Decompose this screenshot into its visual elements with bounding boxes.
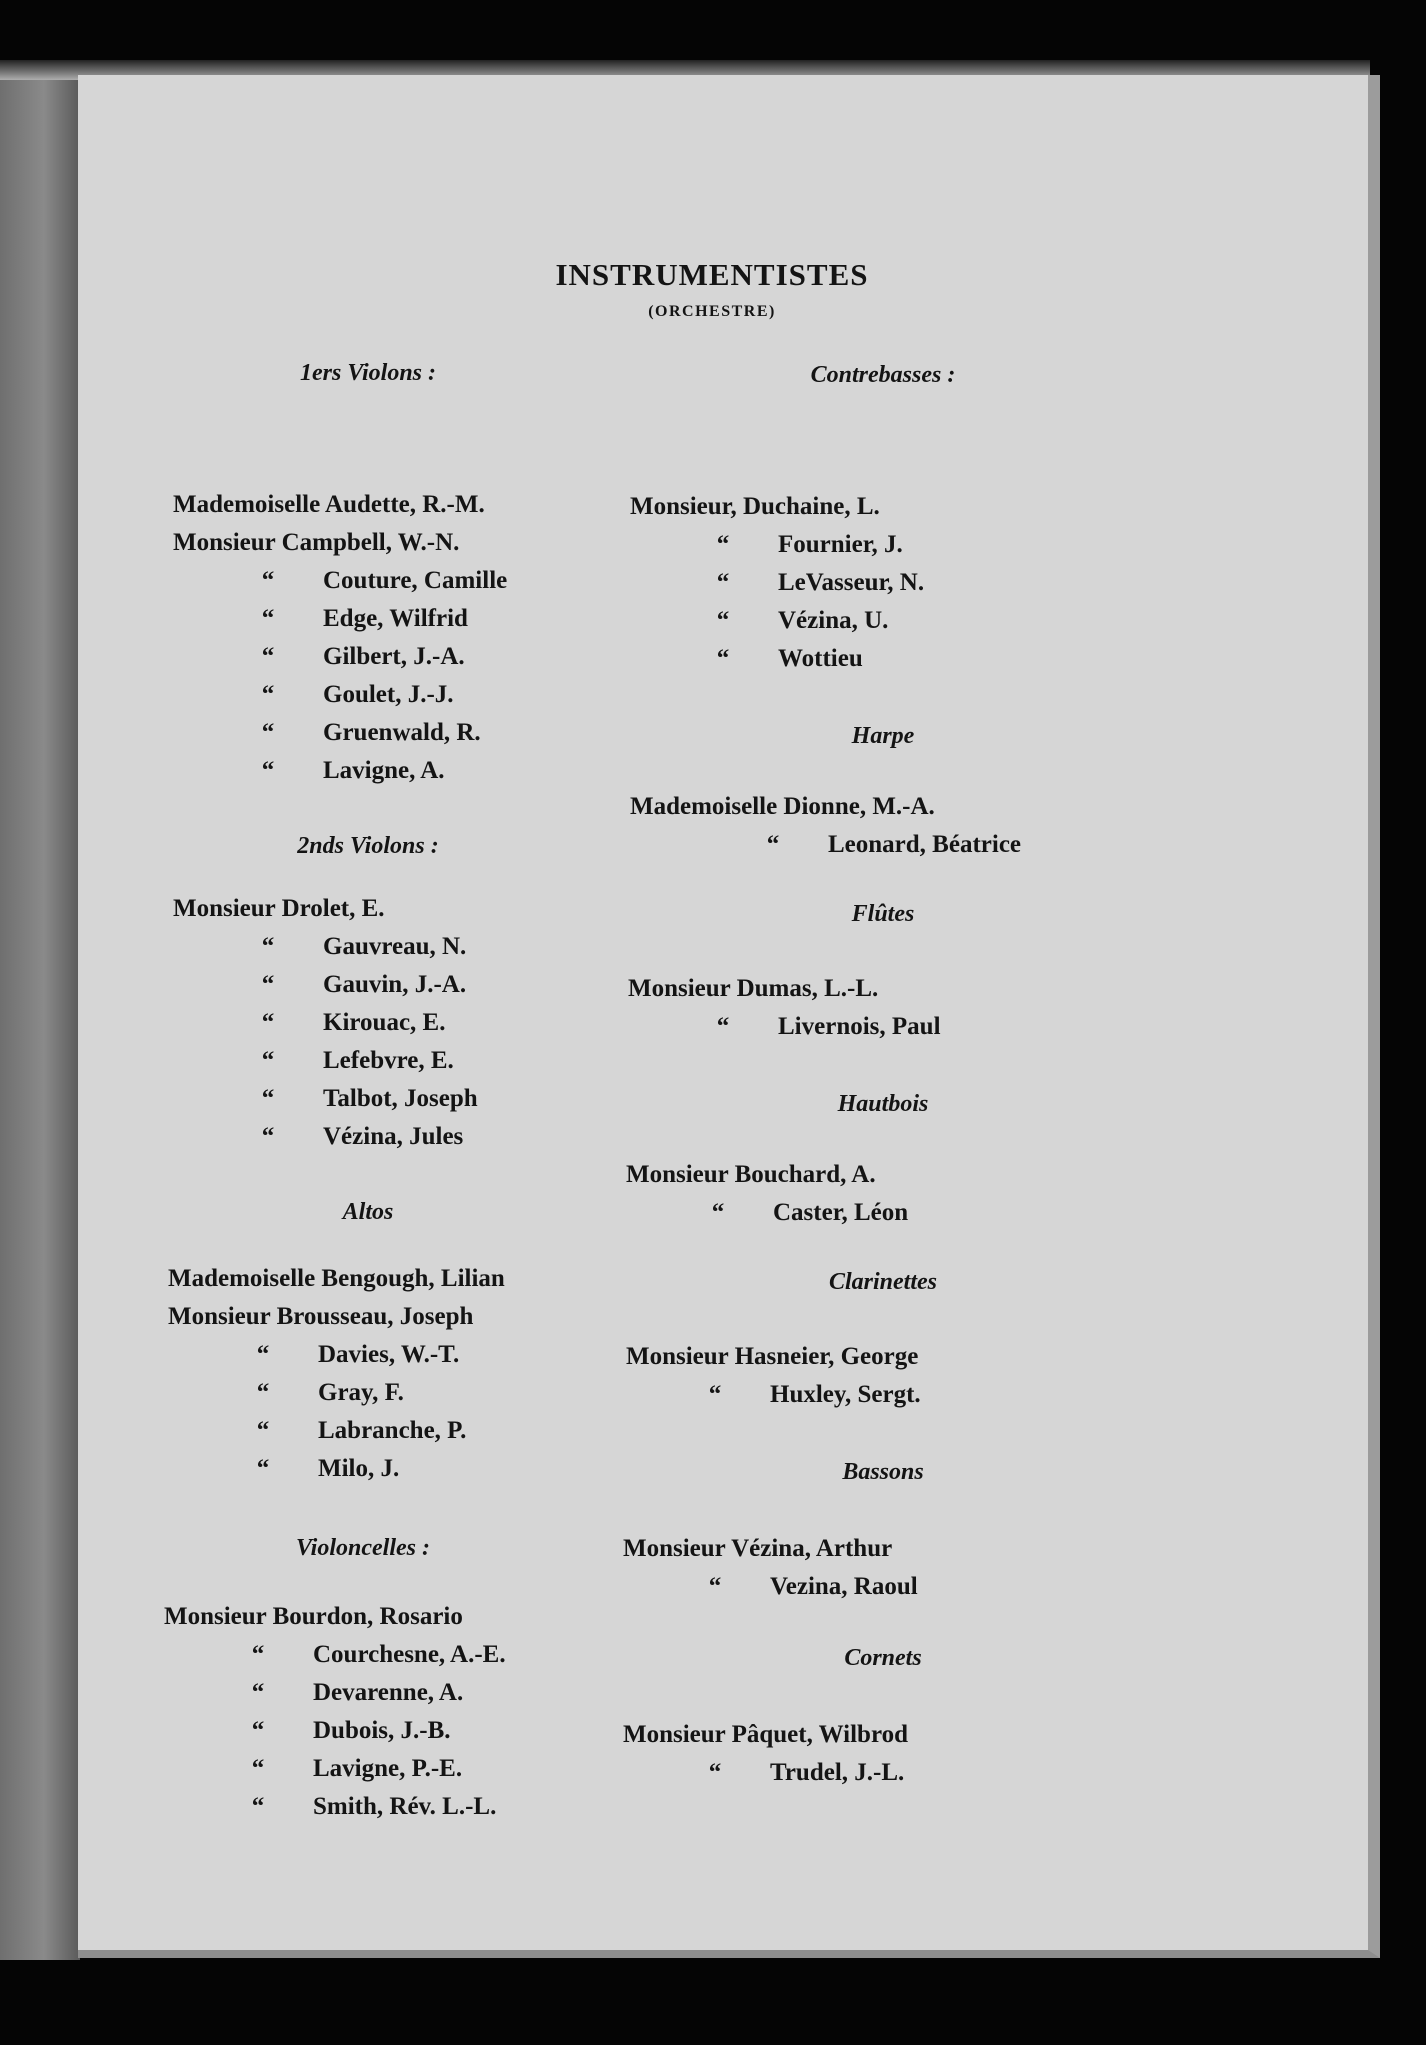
list-item: “ Vézina, U. bbox=[668, 607, 888, 635]
page-subtitle: (ORCHESTRE) bbox=[648, 303, 776, 320]
ditto-mark: “ bbox=[256, 1417, 270, 1444]
list-item: Mademoiselle Audette, R.-M. bbox=[173, 491, 485, 518]
section-title: Contrebasses : bbox=[810, 362, 956, 388]
list-item: “ Labranche, P. bbox=[208, 1417, 466, 1445]
ditto-mark: “ bbox=[261, 719, 275, 746]
section-title: Harpe bbox=[851, 723, 915, 749]
list-item: “ Leonard, Béatrice bbox=[718, 831, 1021, 859]
list-item: “ Edge, Wilfrid bbox=[213, 605, 468, 633]
list-item: Monsieur Bouchard, A. bbox=[626, 1161, 876, 1188]
facing-page-edge bbox=[0, 80, 80, 1960]
ditto-mark: “ bbox=[716, 1013, 730, 1040]
ditto-mark: “ bbox=[251, 1679, 265, 1706]
list-item: “ Milo, J. bbox=[208, 1455, 399, 1483]
list-item: “ LeVasseur, N. bbox=[668, 569, 924, 597]
section-title: Violoncelles : bbox=[296, 1535, 430, 1561]
list-item: Mademoiselle Dionne, M.-A. bbox=[630, 793, 935, 820]
ditto-mark: “ bbox=[708, 1381, 722, 1408]
list-item: Monsieur Campbell, W.-N. bbox=[173, 529, 460, 556]
ditto-mark: “ bbox=[261, 757, 275, 784]
ditto-mark: “ bbox=[261, 1009, 275, 1036]
list-item: “ Dubois, J.-B. bbox=[203, 1717, 451, 1745]
list-item: Monsieur, Duchaine, L. bbox=[630, 493, 880, 520]
list-item: “ Fournier, J. bbox=[668, 531, 903, 559]
list-item: Monsieur Pâquet, Wilbrod bbox=[623, 1721, 909, 1748]
list-item: “ Goulet, J.-J. bbox=[213, 681, 454, 709]
list-item: “ Gruenwald, R. bbox=[213, 719, 481, 747]
list-item: “ Smith, Rév. L.-L. bbox=[203, 1793, 496, 1821]
list-item: “ Lavigne, P.-E. bbox=[203, 1755, 462, 1783]
ditto-mark: “ bbox=[251, 1793, 265, 1820]
list-item: “ Caster, Léon bbox=[663, 1199, 908, 1227]
page-title: INSTRUMENTISTES bbox=[555, 257, 869, 292]
ditto-mark: “ bbox=[256, 1379, 270, 1406]
list-item: “ Devarenne, A. bbox=[203, 1679, 463, 1707]
ditto-mark: “ bbox=[261, 971, 275, 998]
section-title: 1ers Violons : bbox=[299, 360, 437, 386]
ditto-mark: “ bbox=[261, 643, 275, 670]
document-page bbox=[78, 75, 1380, 1958]
ditto-mark: “ bbox=[261, 567, 275, 594]
ditto-mark: “ bbox=[708, 1759, 722, 1786]
list-item: “ Courchesne, A.-E. bbox=[203, 1641, 506, 1669]
list-item: Monsieur Drolet, E. bbox=[173, 895, 385, 922]
section-title: Clarinettes bbox=[828, 1269, 937, 1295]
ditto-mark: “ bbox=[766, 831, 780, 858]
ditto-mark: “ bbox=[261, 1047, 275, 1074]
ditto-mark: “ bbox=[261, 1085, 275, 1112]
list-item: “ Gauvreau, N. bbox=[213, 933, 466, 961]
section-title: Cornets bbox=[844, 1645, 922, 1671]
list-item: Monsieur Vézina, Arthur bbox=[623, 1535, 893, 1562]
list-item: “ Trudel, J.-L. bbox=[660, 1759, 904, 1787]
list-item: “ Lavigne, A. bbox=[213, 757, 445, 785]
list-item: “ Gray, F. bbox=[208, 1379, 404, 1407]
list-item: Monsieur Dumas, L.-L. bbox=[628, 975, 879, 1002]
list-item: “ Wottieu bbox=[668, 645, 863, 673]
ditto-mark: “ bbox=[256, 1341, 270, 1368]
list-item: “ Gilbert, J.-A. bbox=[213, 643, 465, 671]
section-title: Flûtes bbox=[851, 901, 915, 927]
ditto-mark: “ bbox=[256, 1455, 270, 1482]
list-item: Mademoiselle Bengough, Lilian bbox=[168, 1265, 505, 1292]
ditto-mark: “ bbox=[251, 1641, 265, 1668]
list-item: “ Lefebvre, E. bbox=[213, 1047, 454, 1075]
list-item: “ Vezina, Raoul bbox=[660, 1573, 918, 1601]
list-item: “ Talbot, Joseph bbox=[213, 1085, 478, 1113]
ditto-mark: “ bbox=[711, 1199, 725, 1226]
list-item: “ Kirouac, E. bbox=[213, 1009, 445, 1037]
ditto-mark: “ bbox=[708, 1573, 722, 1600]
list-item: Monsieur Hasneier, George bbox=[626, 1343, 919, 1370]
section-title: Bassons bbox=[842, 1459, 924, 1485]
list-item: Monsieur Brousseau, Joseph bbox=[168, 1303, 474, 1330]
list-item: “ Couture, Camille bbox=[213, 567, 507, 595]
list-item: “ Vézina, Jules bbox=[213, 1123, 463, 1151]
list-item: “ Livernois, Paul bbox=[668, 1013, 941, 1041]
ditto-mark: “ bbox=[716, 645, 730, 672]
section-title: Hautbois bbox=[837, 1091, 929, 1117]
ditto-mark: “ bbox=[716, 531, 730, 558]
list-item: “ Davies, W.-T. bbox=[208, 1341, 459, 1369]
ditto-mark: “ bbox=[251, 1755, 265, 1782]
ditto-mark: “ bbox=[261, 605, 275, 632]
list-item: Monsieur Bourdon, Rosario bbox=[164, 1603, 463, 1630]
ditto-mark: “ bbox=[261, 933, 275, 960]
section-title: Altos bbox=[342, 1199, 394, 1225]
ditto-mark: “ bbox=[716, 607, 730, 634]
ditto-mark: “ bbox=[716, 569, 730, 596]
ditto-mark: “ bbox=[251, 1717, 265, 1744]
ditto-mark: “ bbox=[261, 681, 275, 708]
section-title: 2nds Violons : bbox=[297, 833, 439, 859]
list-item: “ Huxley, Sergt. bbox=[660, 1381, 921, 1409]
ditto-mark: “ bbox=[261, 1123, 275, 1150]
list-item: “ Gauvin, J.-A. bbox=[213, 971, 466, 999]
